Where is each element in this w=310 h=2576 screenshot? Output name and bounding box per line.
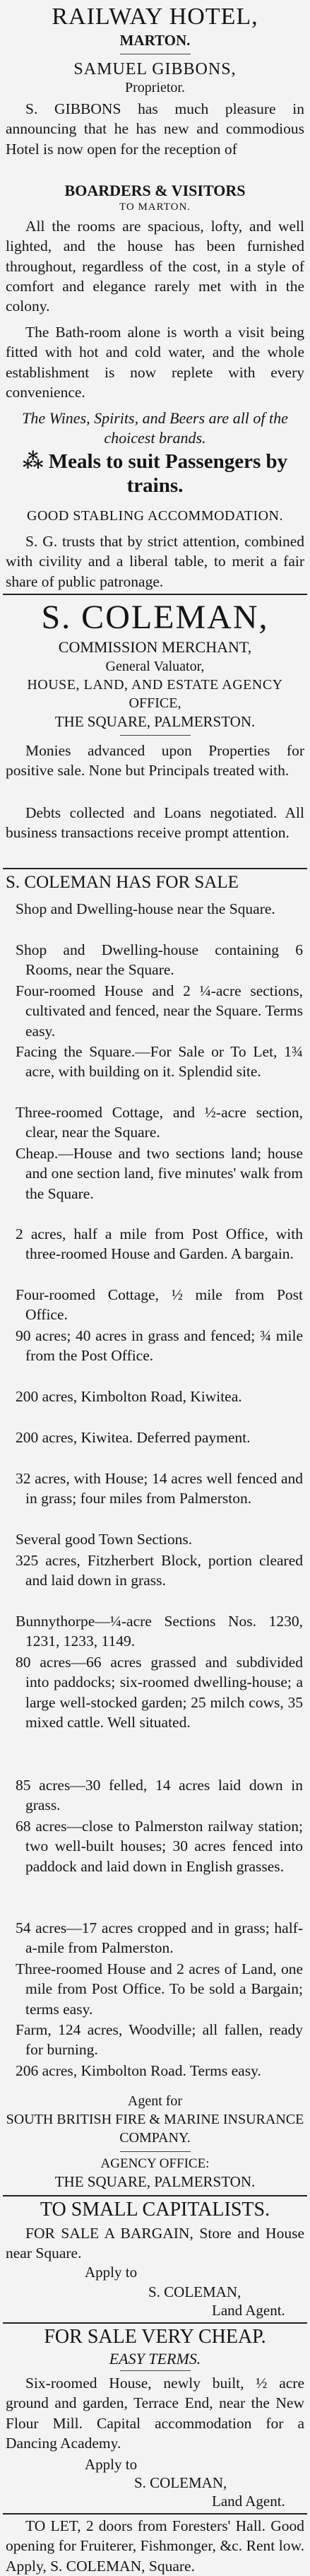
divider [120, 735, 191, 736]
agency-address: THE SQUARE, PALMERSTON. [54, 2173, 256, 2190]
sale-item: 206 acres, Kimbolton Road. Terms easy. [16, 2062, 261, 2079]
merchant-line: COMMISSION MERCHANT, [58, 638, 252, 656]
boarders-visitors: BOARDERS & VISITORS [64, 182, 246, 199]
sale-item: 80 acres—66 acres grassed and subdivided into paddocks; six-roomed dwelling-house; a large well-stocked garden; 25 milch cows, 35 mixed cattle. Well situated. [16, 1654, 303, 1731]
wines-notice: The Wines, Spirits, and Beers are all of the choicest brands. [22, 409, 288, 447]
for-sale-header [6, 871, 304, 895]
cheap-role: Land Agent. [212, 2493, 285, 2510]
sale-item: Bunnythorpe—¼-acre Sections Nos. 1230, 1231, 1233, 1149. [16, 1613, 303, 1650]
sale-item: Farm, 124 acres, Woodville; all fallen, ready for burning. [16, 2021, 303, 2059]
sale-item: 68 acres—close to Palmerston railway station; two well-built houses; 30 acres fenced into paddock and laid down in English grasses. [16, 1818, 303, 1875]
sale-item: Three-roomed House and 2 acres of Land, one mile from Post Office. To be sold a Bargain; terms easy. [16, 1960, 303, 2018]
sale-item: 90 acres; 40 acres in grass and fenced; ¾ mile from the Post Office. [16, 1327, 303, 1365]
bathroom-paragraph: The Bath-room alone is worth a visit being fitted with hot and cold water, and the whole establishment is now replete with every convenience. [6, 324, 304, 401]
cheap-name: S. COLEMAN, [134, 2474, 227, 2491]
monies-paragraph: Monies advanced upon Properties for positive sale. None but Principals treated with. [6, 742, 304, 780]
valuator-line: General Valuator, [105, 659, 205, 674]
cheap-title: FOR SALE VERY CHEAP. [44, 2326, 266, 2348]
tolet-paragraph: TO LET, 2 doors from Foresters' Hall. Good opening for Fruiterer, Fishmonger, &c. Rent low. Apply, S. COLEMAN, Square. [6, 2517, 304, 2575]
section-rule [3, 868, 307, 869]
sale-item: Shop and Dwelling-house near the Square. [16, 900, 275, 917]
agency-office: AGENCY OFFICE: [100, 2156, 210, 2171]
capitalists-text: FOR SALE A BARGAIN, Store and House near Square. [6, 2225, 304, 2262]
section-rule [3, 2513, 307, 2515]
for-sale-header-text: S. COLEMAN HAS FOR SALE [6, 873, 239, 892]
hotel-title: RAILWAY HOTEL, [52, 4, 258, 30]
stabling-notice: GOOD STABLING ACCOMMODATION. [27, 508, 283, 524]
sale-item: 325 acres, Fitzherbert Block, portion cleared and laid down in grass. [16, 1552, 303, 1589]
section-rule [3, 594, 307, 595]
sale-item: Cheap.—House and two sections land; house and one section land, five minutes' walk from the Square. [16, 1145, 303, 1202]
sale-item: 200 acres, Kiwitea. Deferred payment. [16, 1429, 251, 1446]
patronage-paragraph: S. G. trusts that by strict attention, combined with civility and a liberal table, to merit a fair share of public patronage. [6, 533, 304, 590]
meals-notice [6, 449, 304, 498]
capitalists-apply: Apply to [85, 2264, 138, 2281]
asterism-icon: ⁂ [22, 450, 49, 473]
sale-item: 200 acres, Kimbolton Road, Kiwitea. [16, 1388, 242, 1405]
sale-item: 32 acres, with House; 14 acres well fenced and in grass; four miles from Palmerston. [16, 1470, 303, 1507]
proprietor-name: SAMUEL GIBBONS, [73, 60, 237, 78]
capitalists-title: TO SMALL CAPITALISTS. [40, 2199, 270, 2221]
divider [120, 2370, 191, 2371]
sale-item: 2 acres, half a mile from Post Office, with three-roomed House and Garden. A bargain. [16, 1225, 303, 1263]
divider [120, 2151, 191, 2152]
sale-item: Four-roomed Cottage, ½ mile from Post Office. [16, 1286, 303, 1324]
section-rule [3, 2322, 307, 2324]
to-marton: TO MARTON. [119, 201, 191, 213]
meals-text: Meals to suit Passengers by trains. [48, 450, 288, 497]
sale-item: 54 acres—17 acres cropped and in grass; half-a-mile from Palmerston. [16, 1919, 303, 1957]
agent-for: Agent for [127, 2093, 183, 2109]
cheap-apply: Apply to [85, 2456, 138, 2473]
easy-terms: EASY TERMS. [109, 2350, 201, 2368]
insurer-name: SOUTH BRITISH FIRE & MARINE INSURANCE COMPANY. [6, 2112, 304, 2146]
coleman-address: THE SQUARE, PALMERSTON. [54, 713, 256, 730]
hotel-place: MARTON. [119, 32, 191, 49]
sale-item: Three-roomed Cottage, and ½-acre section, clear, near the Square. [16, 1104, 303, 1141]
coleman-title: S. COLEMAN, [41, 599, 269, 636]
agency-line: HOUSE, LAND, AND ESTATE AGENCY [27, 677, 283, 693]
proprietor-title: Proprietor. [125, 80, 185, 95]
rooms-paragraph: All the rooms are spacious, lofty, and well lighted, and the house has been furnished throughout, regardless of the cost, in a style of comfort and elegance rarely met with in the colony. [6, 218, 304, 315]
sale-item: Four-roomed House and 2 ¼-acre sections, cultivated and fenced, near the Square. Terms easy. [16, 982, 303, 1040]
office-line: OFFICE, [129, 695, 181, 711]
sale-item: Several good Town Sections. [16, 1531, 193, 1548]
section-rule [3, 2195, 307, 2196]
sale-item: 85 acres—30 felled, 14 acres laid down in grass. [16, 1777, 303, 1814]
capitalists-role: Land Agent. [212, 2302, 285, 2319]
sale-item: Facing the Square.—For Sale or To Let, 1¾ acre, with building on it. Splendid site. [16, 1043, 303, 1081]
cheap-paragraph: Six-roomed House, newly built, ½ acre ground and garden, Terrace End, near the New Flour Mill. Capital accommodation for a Dancing Academy. [6, 2375, 304, 2452]
capitalists-name: S. COLEMAN, [148, 2283, 242, 2300]
hotel-intro-paragraph: S. GIBBONS has much pleasure in announcing that he has new and commodious Hotel is now open for the reception of [6, 100, 304, 158]
debts-paragraph: Debts collected and Loans negotiated. All business transactions receive prompt attention. [6, 804, 304, 842]
sale-item: Shop and Dwelling-house containing 6 Rooms, near the Square. [16, 941, 303, 979]
